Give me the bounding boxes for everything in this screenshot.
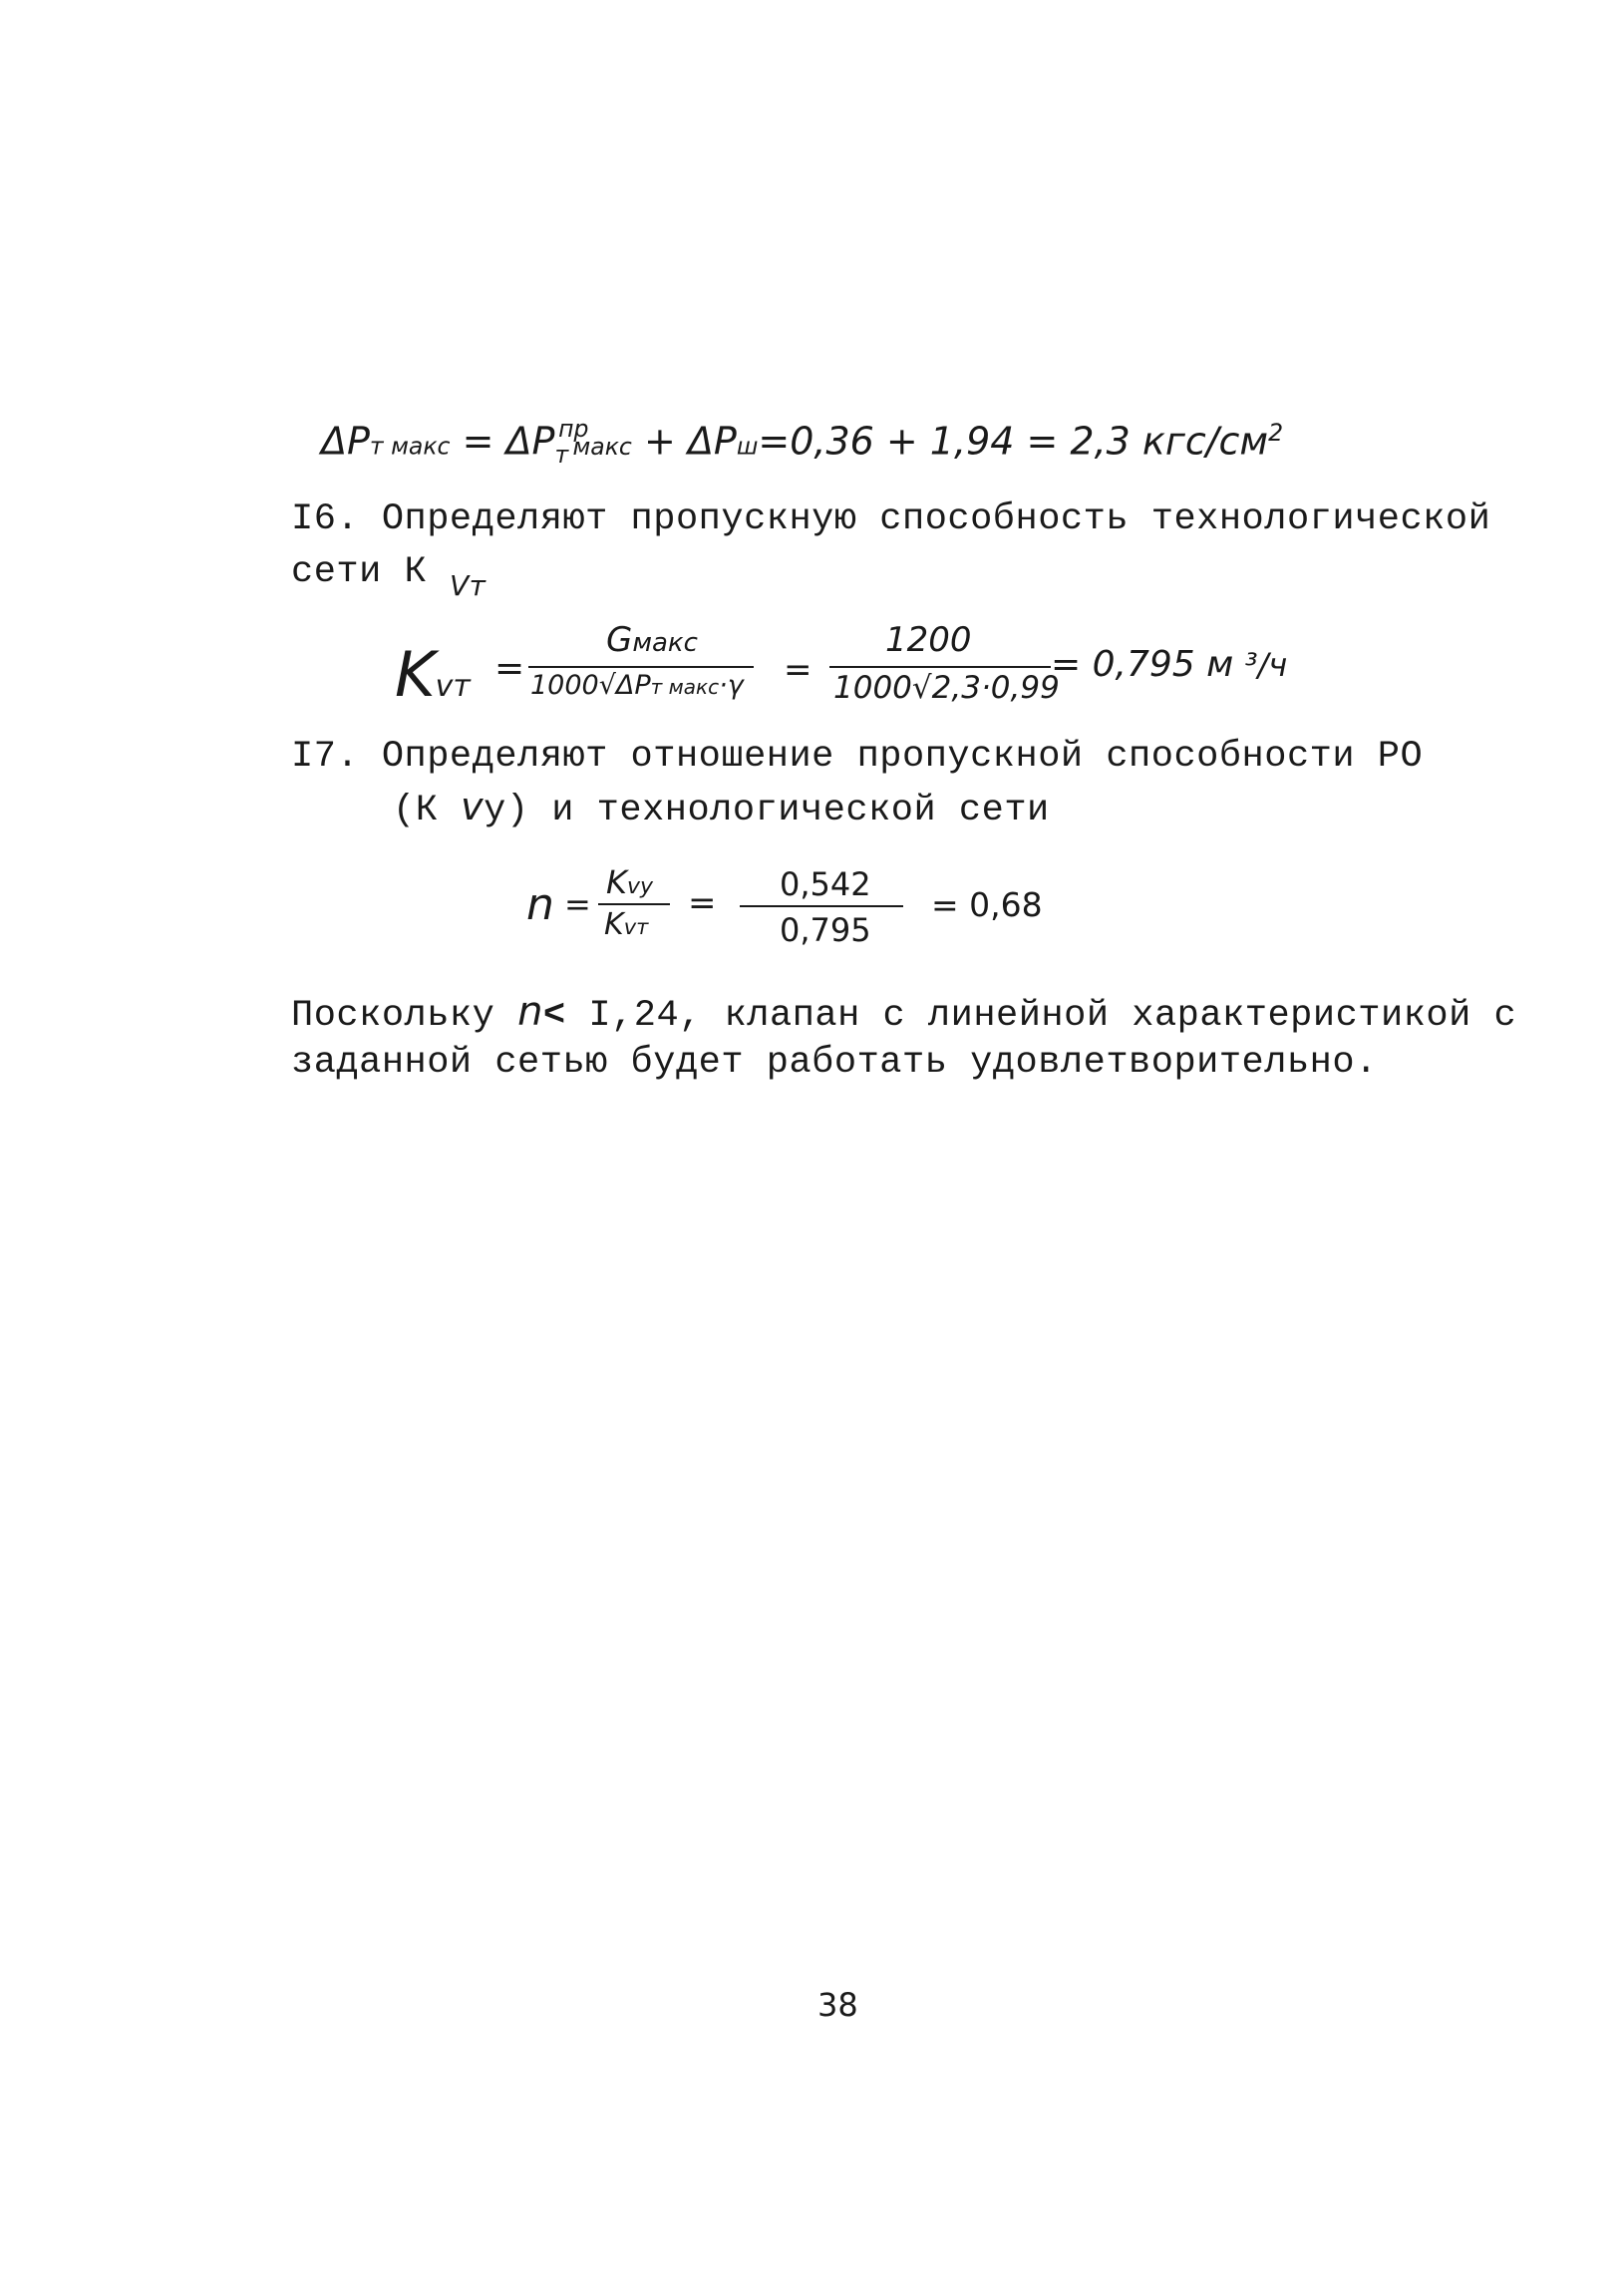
dp-psh-sub: ш [736, 432, 759, 461]
n-frac2-bar [740, 905, 903, 907]
dp-p: P [531, 419, 555, 464]
dp-rhs: =0,36 + 1,94 = 2,3 кгс/см [758, 419, 1269, 464]
n-den [604, 907, 648, 942]
kvt-den1-sub: т макс [650, 675, 720, 699]
step17-close: у) и технологической сети [484, 790, 1050, 831]
dp-lhs: ΔP [321, 419, 370, 464]
n-eq2: = [688, 883, 717, 923]
kvt-eq1: = [494, 648, 525, 689]
step16-line2 [291, 551, 487, 602]
n-num [606, 863, 653, 901]
n-den-k: K [604, 907, 624, 942]
kvt-result-unit: ³/ч [1244, 646, 1288, 684]
kvt-frac1-bar [528, 666, 754, 668]
dp-p-sup: пр [558, 414, 589, 443]
step17-sym: v [461, 785, 485, 828]
step17-line2 [393, 785, 1050, 831]
kvt-result [1051, 644, 1287, 685]
kvt-num2: 1200 [885, 620, 972, 660]
kvt-num1-g: G [606, 620, 633, 660]
conclusion-a: Поскольку [291, 995, 495, 1037]
n-den2: 0,795 [780, 911, 871, 949]
n-frac1-bar [598, 903, 670, 905]
n-den-sub: vт [623, 915, 649, 939]
step16-line2-sub: Vт [449, 569, 487, 602]
step17-open: (К [393, 790, 439, 831]
dp-p-sub2: макс [572, 432, 632, 461]
page-number: 38 [817, 1986, 858, 2024]
n-num2: 0,542 [780, 865, 871, 903]
dp-eq: = Δ [462, 419, 532, 464]
kvt-den1 [530, 670, 744, 701]
dp-plus: + Δ [643, 419, 714, 464]
conclusion-line1 [291, 989, 1516, 1037]
dp-psh: P [713, 419, 737, 464]
dp-rhs-sup: 2 [1268, 419, 1284, 447]
step16-line1: I6. Определяют пропускную способность технологической [291, 498, 1491, 540]
n-eq1: = [564, 885, 591, 923]
kvt-den1-tail: ·γ [719, 670, 744, 701]
kvt-num1 [606, 620, 698, 660]
step17-line1: I7. Определяют отношение пропускной способности РО [291, 736, 1424, 778]
kvt-frac2-bar [829, 666, 1051, 668]
equation-delta-p [321, 414, 1284, 469]
kvt-lhs: K [395, 638, 436, 711]
step16-line2-text: сети К [291, 551, 428, 593]
conclusion-sym: n [517, 989, 543, 1035]
kvt-den1-main: 1000√ΔP [530, 670, 651, 701]
conclusion-lt: < [542, 995, 566, 1037]
kvt-den2: 1000√2,3·0,99 [833, 670, 1060, 706]
kvt-eq2: = [784, 650, 812, 690]
dp-lhs-sub: т макс [369, 432, 451, 461]
n-result: = 0,68 [931, 885, 1043, 924]
n-num-k: K [606, 863, 627, 901]
conclusion-line2: заданной сетью будет работать удовлетворительно. [291, 1042, 1378, 1084]
kvt-num1-sub: макс [632, 628, 698, 658]
conclusion-b: I,24, клапан с линейной характеристикой с [588, 995, 1517, 1037]
kvt-lhs-sub: vт [435, 669, 471, 704]
kvt-result-value: = 0,795 м [1051, 644, 1234, 685]
n-lhs: n [526, 879, 554, 930]
dp-p-sub: т [554, 440, 569, 469]
n-num-sub: vy [626, 874, 654, 899]
